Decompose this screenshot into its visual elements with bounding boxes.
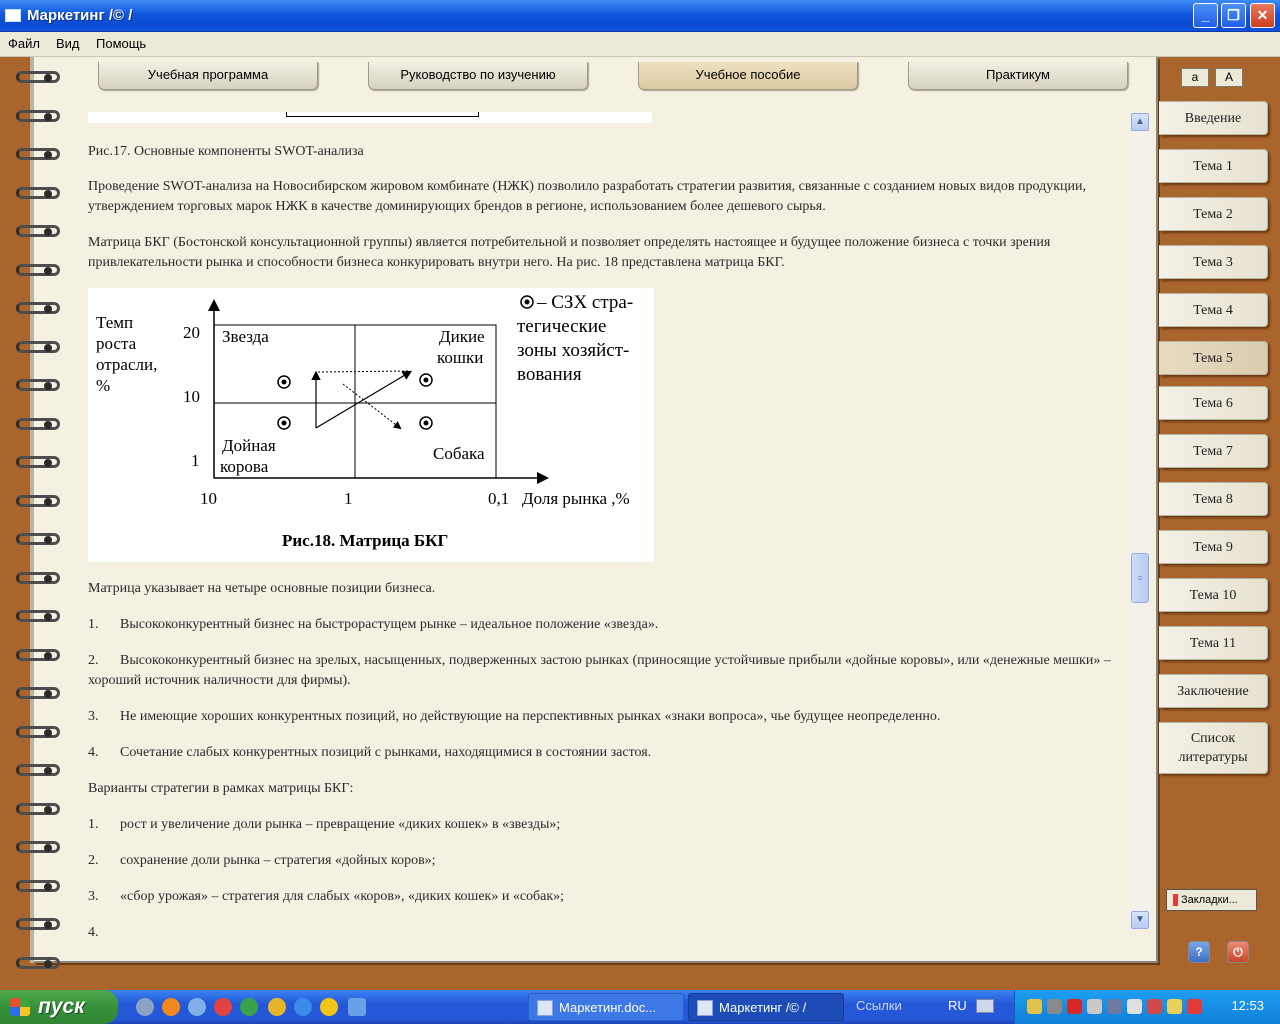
quadrant-star: Звезда xyxy=(222,327,269,346)
bcg-matrix-figure xyxy=(88,288,654,562)
x-tick-10: 10 xyxy=(200,489,217,508)
legend-line-1: – СЗХ стра- xyxy=(537,292,634,313)
spiral-ring xyxy=(16,299,62,319)
legend-line-3: зоны хозяйст- xyxy=(517,340,630,361)
scroll-up-button[interactable]: ▲ xyxy=(1131,113,1149,131)
y-tick-1: 1 xyxy=(191,451,200,470)
bcg-matrix-chart xyxy=(88,288,654,562)
y-tick-20: 20 xyxy=(183,323,200,342)
tray-antivirus-icon[interactable] xyxy=(1067,999,1082,1014)
quadrant-wildcats-1: Дикие xyxy=(439,327,485,346)
spiral-ring xyxy=(16,492,62,512)
sidetab-topic-10[interactable]: Тема 10 xyxy=(1159,578,1268,612)
maximize-button[interactable]: ❐ xyxy=(1221,3,1246,28)
sbu-marker-wildcat xyxy=(420,374,432,386)
legend-line-2: тегические xyxy=(517,316,607,337)
keyboard-icon[interactable] xyxy=(976,999,994,1013)
quadrant-cow-2: корова xyxy=(220,457,269,476)
fig18-caption: Рис.18. Матрица БКГ xyxy=(282,531,449,550)
tray-volume-icon[interactable] xyxy=(1087,999,1102,1014)
tab-textbook[interactable]: Учебное пособие xyxy=(638,62,858,90)
x-tick-1: 1 xyxy=(344,489,353,508)
sidetab-topic-2[interactable]: Тема 2 xyxy=(1159,197,1268,231)
quadrant-dog: Собака xyxy=(433,444,485,463)
content-area: Рис.17. Основные компоненты SWOT-анализа Проведение SWOT-анализа на Новосибирском жировом комбинате (НЖК) позволило разработать стратегии развития, связанные с созданием новых видов продукции, утверждением торговых марок НЖК в качестве доминирующих брендов в регионе, использованием более дешевого сырья. Матрица БКГ (Бостонской консультационной группы) является потребительной и позволяет определять настоящее и будущее положение бизнеса с точки зрения привлекательности рынка и способности бизнеса конкурировать внутри него. На рис. 18 представлена матрица БКГ. Темп роста отрасли, % 20 10 1 10 1 0,1 Доля рынка ,% Звезда Дикие кошки Дойная корова Собака – СЗХ стра- тегические зоны хозяйст- вования Рис.18. Матрица БКГ Матрица указывает на четыре основные позиции бизнеса. 1. Высококонкурентный бизнес на быстрорастущем рынке – идеальное положение «звезда». 2. Высококонкурентный бизнес на зрелых, насыщенных, подверженных застою рынках (приносящие устойчивые прибыли «дойные коровы», или «денежные мешки» – хороший источник наличности для фирмы). 3. Не имеющие хороших конкурентных позиций, но действующие на перспективных рынках «знаки вопроса», чье будущее неопределенно. 4. Сочетание слабых конкурентных позиций с рынками, находящимися в состоянии застоя. Варианты стратегии в рамках матрицы БКГ: 1. рост и увеличение доли рынка – превращение «диких кошек» в «звезды»; 2. сохранение доли рынка – стратегия «дойных коров»; 3. «сбор урожая» – стратегия для слабых «коров», «диких кошек» и «собак»; 4. xyxy=(88,140,1126,930)
tray-icon[interactable] xyxy=(1027,999,1042,1014)
quicklaunch-chrome-icon[interactable] xyxy=(320,998,338,1016)
paragraph-positions-intro: Матрица указывает на четыре основные позиции бизнеса. xyxy=(88,581,436,596)
sbu-marker-cow xyxy=(278,417,290,429)
quicklaunch-firefox-icon[interactable] xyxy=(162,998,180,1016)
menu-file[interactable]: Файл xyxy=(8,36,40,51)
tray-icon[interactable] xyxy=(1167,999,1182,1014)
y-label-4: % xyxy=(96,376,111,395)
exit-button[interactable]: ⏻ xyxy=(1227,941,1249,963)
font-small-button[interactable]: a xyxy=(1181,68,1209,87)
quicklaunch-player-icon[interactable] xyxy=(268,998,286,1016)
menu-bar xyxy=(0,32,1280,57)
arrow-to-dogs xyxy=(343,384,400,428)
tray-icon[interactable] xyxy=(1107,999,1122,1014)
system-tray xyxy=(1014,990,1280,1024)
bookmarks-button[interactable]: Закладки... xyxy=(1166,889,1257,911)
spiral-ring xyxy=(16,761,62,781)
sidetab-topic-1[interactable]: Тема 1 xyxy=(1159,149,1268,183)
paragraph-swot: Проведение SWOT-анализа на Новосибирском жировом комбинате (НЖК) позволило разработать стратегии развития, связанные с созданием новых видов продукции, утверждением торговых марок НЖК в качестве доминирующих брендов в регионе, использованием более дешевого сырья. xyxy=(88,179,1086,214)
sidetab-topic-6[interactable]: Тема 6 xyxy=(1159,386,1268,420)
y-label-2: роста xyxy=(96,334,137,353)
spiral-ring xyxy=(16,453,62,473)
app-icon xyxy=(5,9,21,22)
paragraph-bcg: Матрица БКГ (Бостонской консультационной группы) является потребительной и позволяет определять настоящее и будущее положение бизнеса с точки зрения привлекательности рынка и способности бизнеса конкурировать внутри него. На рис. 18 представлена матрица БКГ. xyxy=(88,235,1051,270)
quicklaunch-app-icon[interactable] xyxy=(240,998,258,1016)
word-icon xyxy=(537,1000,553,1016)
spiral-ring xyxy=(16,107,62,127)
y-label-3: отрасли, xyxy=(96,355,158,374)
app-icon xyxy=(697,1000,713,1016)
sidetab-topic-8[interactable]: Тема 8 xyxy=(1159,482,1268,516)
sbu-marker-star xyxy=(278,376,290,388)
taskbar xyxy=(0,990,1280,1024)
y-tick-10: 10 xyxy=(183,387,200,406)
sidetab-introduction[interactable]: Введение xyxy=(1159,101,1268,135)
spiral-ring xyxy=(16,838,62,858)
content-scrollbar[interactable] xyxy=(1131,113,1149,929)
clock: 12:53 xyxy=(1231,998,1264,1013)
tray-yandex-icon[interactable] xyxy=(1187,999,1202,1014)
spiral-ring xyxy=(16,261,62,281)
spiral-ring xyxy=(16,376,62,396)
start-button[interactable]: пуск xyxy=(0,990,118,1024)
quicklaunch-mail-icon[interactable] xyxy=(188,998,206,1016)
links-toolbar[interactable]: Ссылки xyxy=(856,998,902,1013)
spiral-ring xyxy=(16,607,62,627)
x-axis-label: Доля рынка ,% xyxy=(522,489,630,508)
menu-view[interactable]: Вид xyxy=(56,36,80,51)
spiral-ring xyxy=(16,723,62,743)
sidetab-topic-11[interactable]: Тема 11 xyxy=(1159,626,1268,660)
font-large-button[interactable]: A xyxy=(1215,68,1243,87)
arrow-dotted-top xyxy=(318,371,410,372)
sidetab-conclusion[interactable]: Заключение xyxy=(1159,674,1268,708)
tray-icon[interactable] xyxy=(1047,999,1062,1014)
scroll-down-button[interactable]: ▼ xyxy=(1131,911,1149,929)
spiral-ring xyxy=(16,684,62,704)
spiral-ring xyxy=(16,954,62,974)
quicklaunch-desktop-icon[interactable] xyxy=(348,998,366,1016)
tray-icon[interactable] xyxy=(1127,999,1142,1014)
sbu-marker-dog xyxy=(420,417,432,429)
spiral-ring xyxy=(16,877,62,897)
window-title: Маркетинг /© / xyxy=(27,7,133,24)
tab-curriculum[interactable]: Учебная программа xyxy=(98,62,318,90)
previous-figure-fragment xyxy=(88,112,652,123)
fig17-caption: Рис.17. Основные компоненты SWOT-анализа xyxy=(88,144,364,159)
quicklaunch-opera-icon[interactable] xyxy=(214,998,232,1016)
scroll-thumb[interactable]: ≡ xyxy=(1131,553,1149,603)
taskbar-item-word[interactable]: Маркетинг.doc... xyxy=(528,993,684,1021)
tab-practicum[interactable]: Практикум xyxy=(908,62,1128,90)
spiral-ring xyxy=(16,68,62,88)
spiral-ring xyxy=(16,800,62,820)
spiral-ring xyxy=(16,915,62,935)
quadrant-cow-1: Дойная xyxy=(222,436,276,455)
quadrant-wildcats-2: кошки xyxy=(437,348,484,367)
help-button[interactable]: ? xyxy=(1188,941,1210,963)
spiral-ring xyxy=(16,530,62,550)
spiral-ring xyxy=(16,145,62,165)
quicklaunch-network-icon[interactable] xyxy=(136,998,154,1016)
quicklaunch-ie-icon[interactable] xyxy=(294,998,312,1016)
spiral-ring xyxy=(16,646,62,666)
y-label-1: Темп xyxy=(96,313,134,332)
close-button[interactable]: ✕ xyxy=(1250,3,1275,28)
x-tick-0-1: 0,1 xyxy=(488,489,510,508)
sidetab-topic-5[interactable]: Тема 5 xyxy=(1159,341,1268,375)
spiral-ring xyxy=(16,569,62,589)
spiral-ring xyxy=(16,184,62,204)
sidetab-topic-9[interactable]: Тема 9 xyxy=(1159,530,1268,564)
sbu-marker-legend xyxy=(521,296,533,308)
sidetab-topic-4[interactable]: Тема 4 xyxy=(1159,293,1268,327)
windows-logo-icon xyxy=(10,998,30,1016)
paragraph-strategies-intro: Варианты стратегии в рамках матрицы БКГ: xyxy=(88,781,354,796)
spiral-ring xyxy=(16,415,62,435)
sidetab-bibliography[interactable]: Список литературы xyxy=(1159,722,1268,774)
bookmark-icon xyxy=(1173,894,1178,906)
sidetab-topic-3[interactable]: Тема 3 xyxy=(1159,245,1268,279)
sidetab-topic-7[interactable]: Тема 7 xyxy=(1159,434,1268,468)
legend-line-4: вования xyxy=(517,364,582,385)
title-bar xyxy=(0,0,1280,32)
language-indicator[interactable]: RU xyxy=(948,998,967,1013)
tab-study-guide[interactable]: Руководство по изучению xyxy=(368,62,588,90)
taskbar-item-marketing[interactable]: Маркетинг /© / xyxy=(688,993,844,1021)
menu-help[interactable]: Помощь xyxy=(96,36,147,51)
spiral-ring xyxy=(16,338,62,358)
spiral-ring xyxy=(16,222,62,242)
tray-icon[interactable] xyxy=(1147,999,1162,1014)
minimize-button[interactable]: _ xyxy=(1193,3,1218,28)
